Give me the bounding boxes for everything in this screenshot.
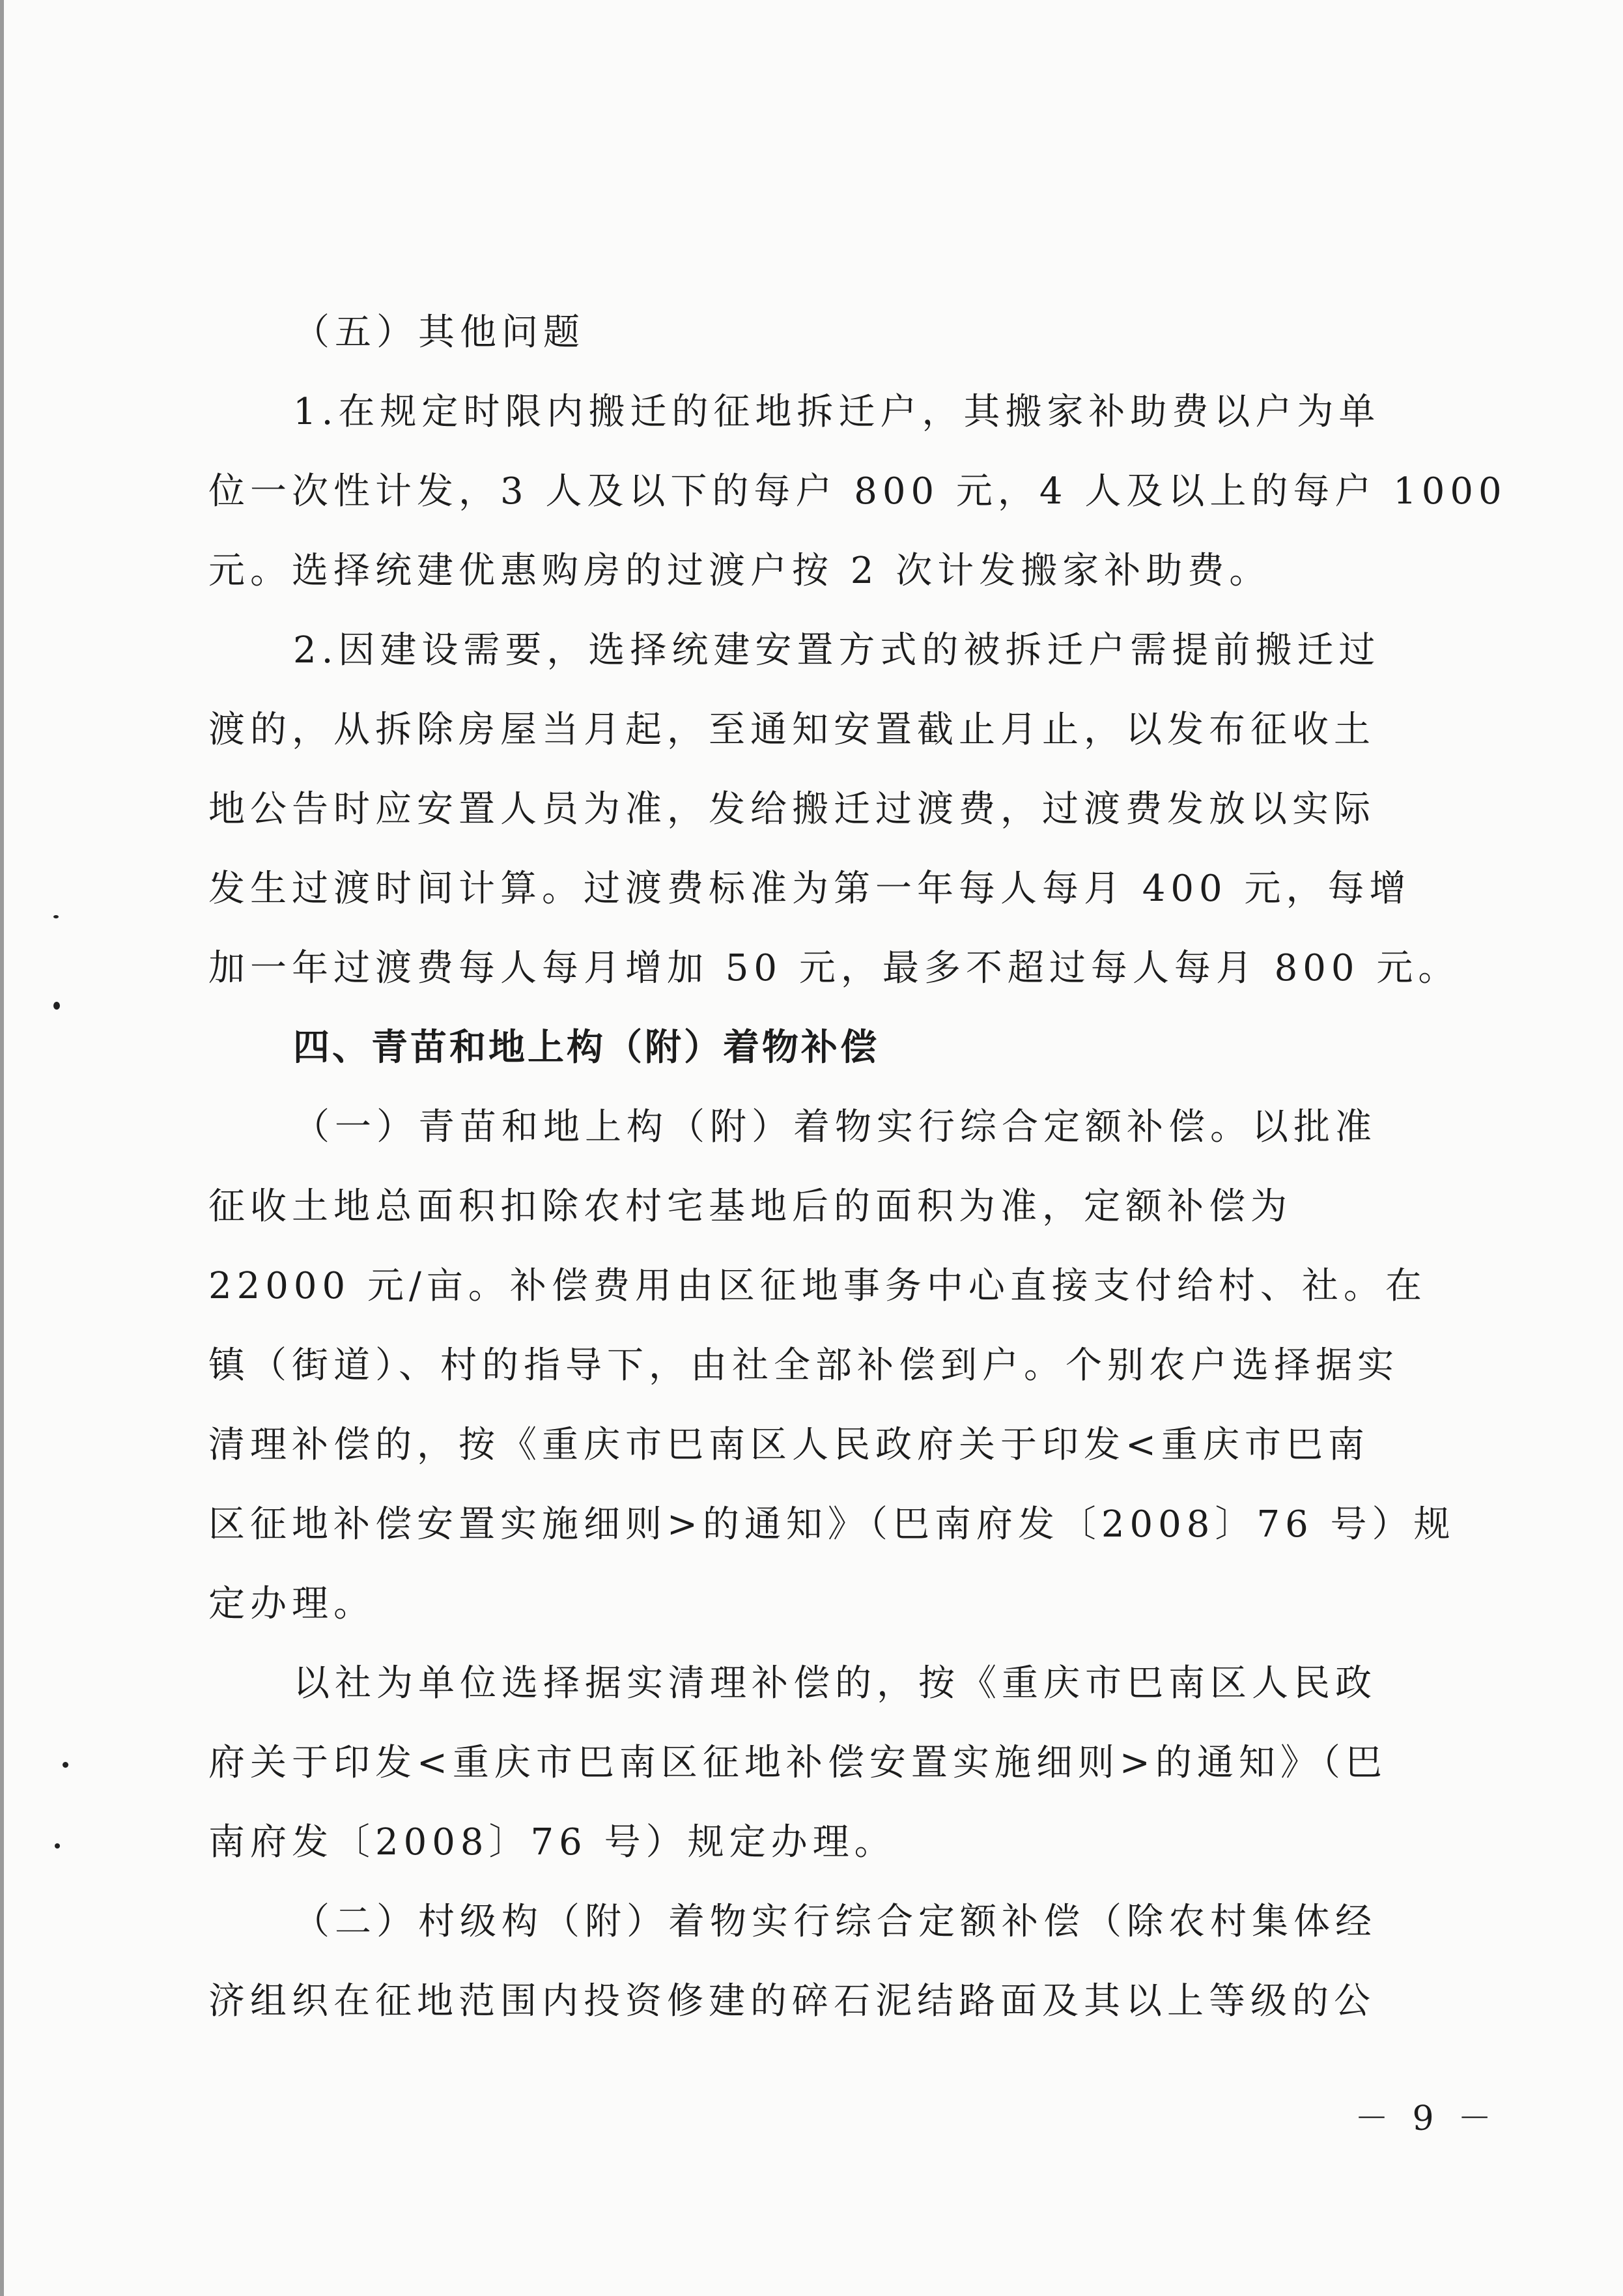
- paragraph-line: 征收土地总面积扣除农村宅基地后的面积为准，定额补偿为: [208, 1185, 1292, 1228]
- page-number: － 9 －: [1355, 2099, 1499, 2138]
- paragraph-line: 渡的，从拆除房屋当月起，至通知安置截止月止，以发布征收土: [208, 709, 1376, 751]
- paragraph-line: （二）村级构（附）着物实行综合定额补偿（除农村集体经: [293, 1901, 1377, 1943]
- paragraph-line: 位一次性计发，3 人及以下的每户 800 元，4 人及以上的每户 1000: [208, 470, 1507, 513]
- paragraph-line: 加一年过渡费每人每月增加 50 元，最多不超过每人每月 800 元。: [208, 947, 1460, 989]
- paragraph-line: 以社为单位选择据实清理补偿的，按《重庆市巴南区人民政: [293, 1662, 1377, 1705]
- scan-speck: [53, 915, 59, 918]
- scan-speck: [55, 1843, 60, 1849]
- paragraph-line: 南府发〔2008〕76 号）规定办理。: [208, 1821, 896, 1864]
- paragraph-line: 地公告时应安置人员为准，发给搬迁过渡费，过渡费发放以实际: [208, 788, 1376, 830]
- subsection-heading-other-issues: （五）其他问题: [293, 311, 585, 354]
- paragraph-line: 22000 元/亩。补偿费用由区征地事务中心直接支付给村、社。在: [208, 1265, 1427, 1307]
- scan-speck: [53, 1002, 60, 1010]
- paragraph-line: 区征地补偿安置实施细则>的通知》（巴南府发〔2008〕76 号）规: [208, 1503, 1456, 1546]
- paragraph-line: 定办理。: [208, 1583, 375, 1625]
- paragraph-line: 济组织在征地范围内投资修建的碎石泥结路面及其以上等级的公: [208, 1980, 1376, 2022]
- paragraph-line: 元。选择统建优惠购房的过渡户按 2 次计发搬家补助费。: [208, 550, 1271, 592]
- paragraph-line: 2.因建设需要，选择统建安置方式的被拆迁户需提前搬迁过: [293, 629, 1381, 672]
- paragraph-line: 镇（街道）、村的指导下，由社全部补偿到户。个别农户选择据实: [208, 1344, 1399, 1387]
- paragraph-line: （一）青苗和地上构（附）着物实行综合定额补偿。以批准: [293, 1106, 1377, 1148]
- paragraph-line: 1.在规定时限内搬迁的征地拆迁户，其搬家补助费以户为单: [293, 391, 1381, 433]
- paragraph-line: 发生过渡时间计算。过渡费标准为第一年每人每月 400 元，每增: [208, 868, 1411, 910]
- paragraph-line: 清理补偿的，按《重庆市巴南区人民政府关于印发<重庆市巴南: [208, 1424, 1370, 1466]
- section-heading-compensation: 四、青苗和地上构（附）着物补偿: [293, 1027, 879, 1069]
- scan-speck: [63, 1762, 68, 1768]
- page-edge: [0, 0, 4, 2296]
- document-body: [208, 293, 1507, 2041]
- paragraph-line: 府关于印发<重庆市巴南区征地补偿安置实施细则>的通知》（巴: [208, 1742, 1387, 1784]
